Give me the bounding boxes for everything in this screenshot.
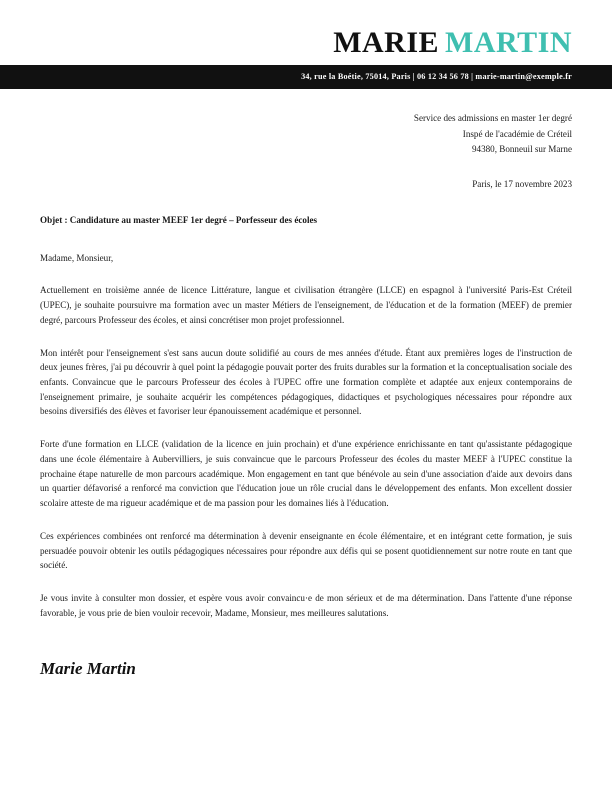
paragraph-4: Ces expériences combinées ont renforcé ma détermination à devenir enseignante en école élémentaire, et en intégrant cette formation, je suis persuadée pouvoir obtenir les outils pédagogiques nécessaires pour répondre aux défis qui se posent quotidiennement sur notre route en tant que société. — [40, 530, 572, 571]
salutation: Madame, Monsieur, — [40, 253, 114, 264]
paragraph-3: Forte d'une formation en LLCE (validation de la licence en juin prochain) et d'une expérience enrichissante en tant qu'assistante pédagogique dans une école élémentaire à Aubervilliers, je suis convaincue que le parcours Professeur des écoles du master MEEF à l'UPEC constitue la prochaine étape naturelle de mon parcours académique. Mon engagement en tant que bénévole au sein d'une association d'aide aux devoirs dans un quartier défavorisé a renforcé ma conviction que l'éducation joue un rôle crucial dans le développement des enfants. Mon excellent dossier scolaire atteste de ma rigueur académique et de ma passion pour les domaines liés à l'éducation. — [40, 439, 572, 509]
recipient-line-1: Service des admissions en master 1er degré — [413, 113, 572, 123]
recipient-line-2: Inspé de l'académie de Créteil — [462, 128, 572, 139]
paragraph-1: Actuellement en troisième année de licence Littérature, langue et civilisation étrangère (LLCE) en espagnol à l'université Paris-Est Créteil (UPEC), je souhaite poursuivre ma formation avec un master Métiers de l'enseignement, de l'éducation et de la formation (MEEF) de premier degré, parcours Professeur des écoles, et ainsi concrétiser mon projet professionnel. — [40, 285, 572, 325]
letterhead-name — [0, 0, 612, 65]
first-name: MARIE — [333, 26, 440, 59]
paragraph-5: Je vous invite à consulter mon dossier, et espère vous avoir convaincu·e de mon sérieux et de ma détermination. Dans l'attente d'une réponse favorable, je vous prie de bien vouloir recevoir, Madame, Monsieur, mes meilleures salutations. — [40, 592, 572, 618]
date-line: Paris, le 17 novembre 2023 — [472, 179, 572, 190]
last-name: MARTIN — [445, 26, 572, 59]
paragraph-2: Mon intérêt pour l'enseignement s'est sans aucun doute solidifié au cours de mes années d'étude. Étant aux premières loges de l'instruction de deux jeunes frères, j'ai pu découvrir à quel point la pédagogie pouvait porter des fruits durables sur la formation et la conceptualisation sociale des enfants. Convaincue que le parcours Professeur des écoles à l'UPEC offre une formation complète et adaptée aux enjeux contemporains de l'enseignement primaire, je souhaite acquérir les compétences pédagogiques, didactiques et psychologiques nécessaires pour répondre aux besoins diversifiés des élèves et favoriser leur épanouissement académique et personnel. — [40, 347, 572, 417]
subject-line: Objet : Candidature au master MEEF 1er degré – Porfesseur des écoles — [40, 215, 318, 226]
signature: Marie Martin — [40, 659, 136, 679]
recipient-block — [40, 111, 572, 157]
recipient-line-3: 94380, Bonneuil sur Marne — [471, 144, 572, 155]
contact-bar: 34, rue la Boétie, 75014, Paris | 06 12 34 56 78 | marie-martin@exemple.fr — [0, 65, 612, 89]
letter-body — [0, 111, 612, 683]
